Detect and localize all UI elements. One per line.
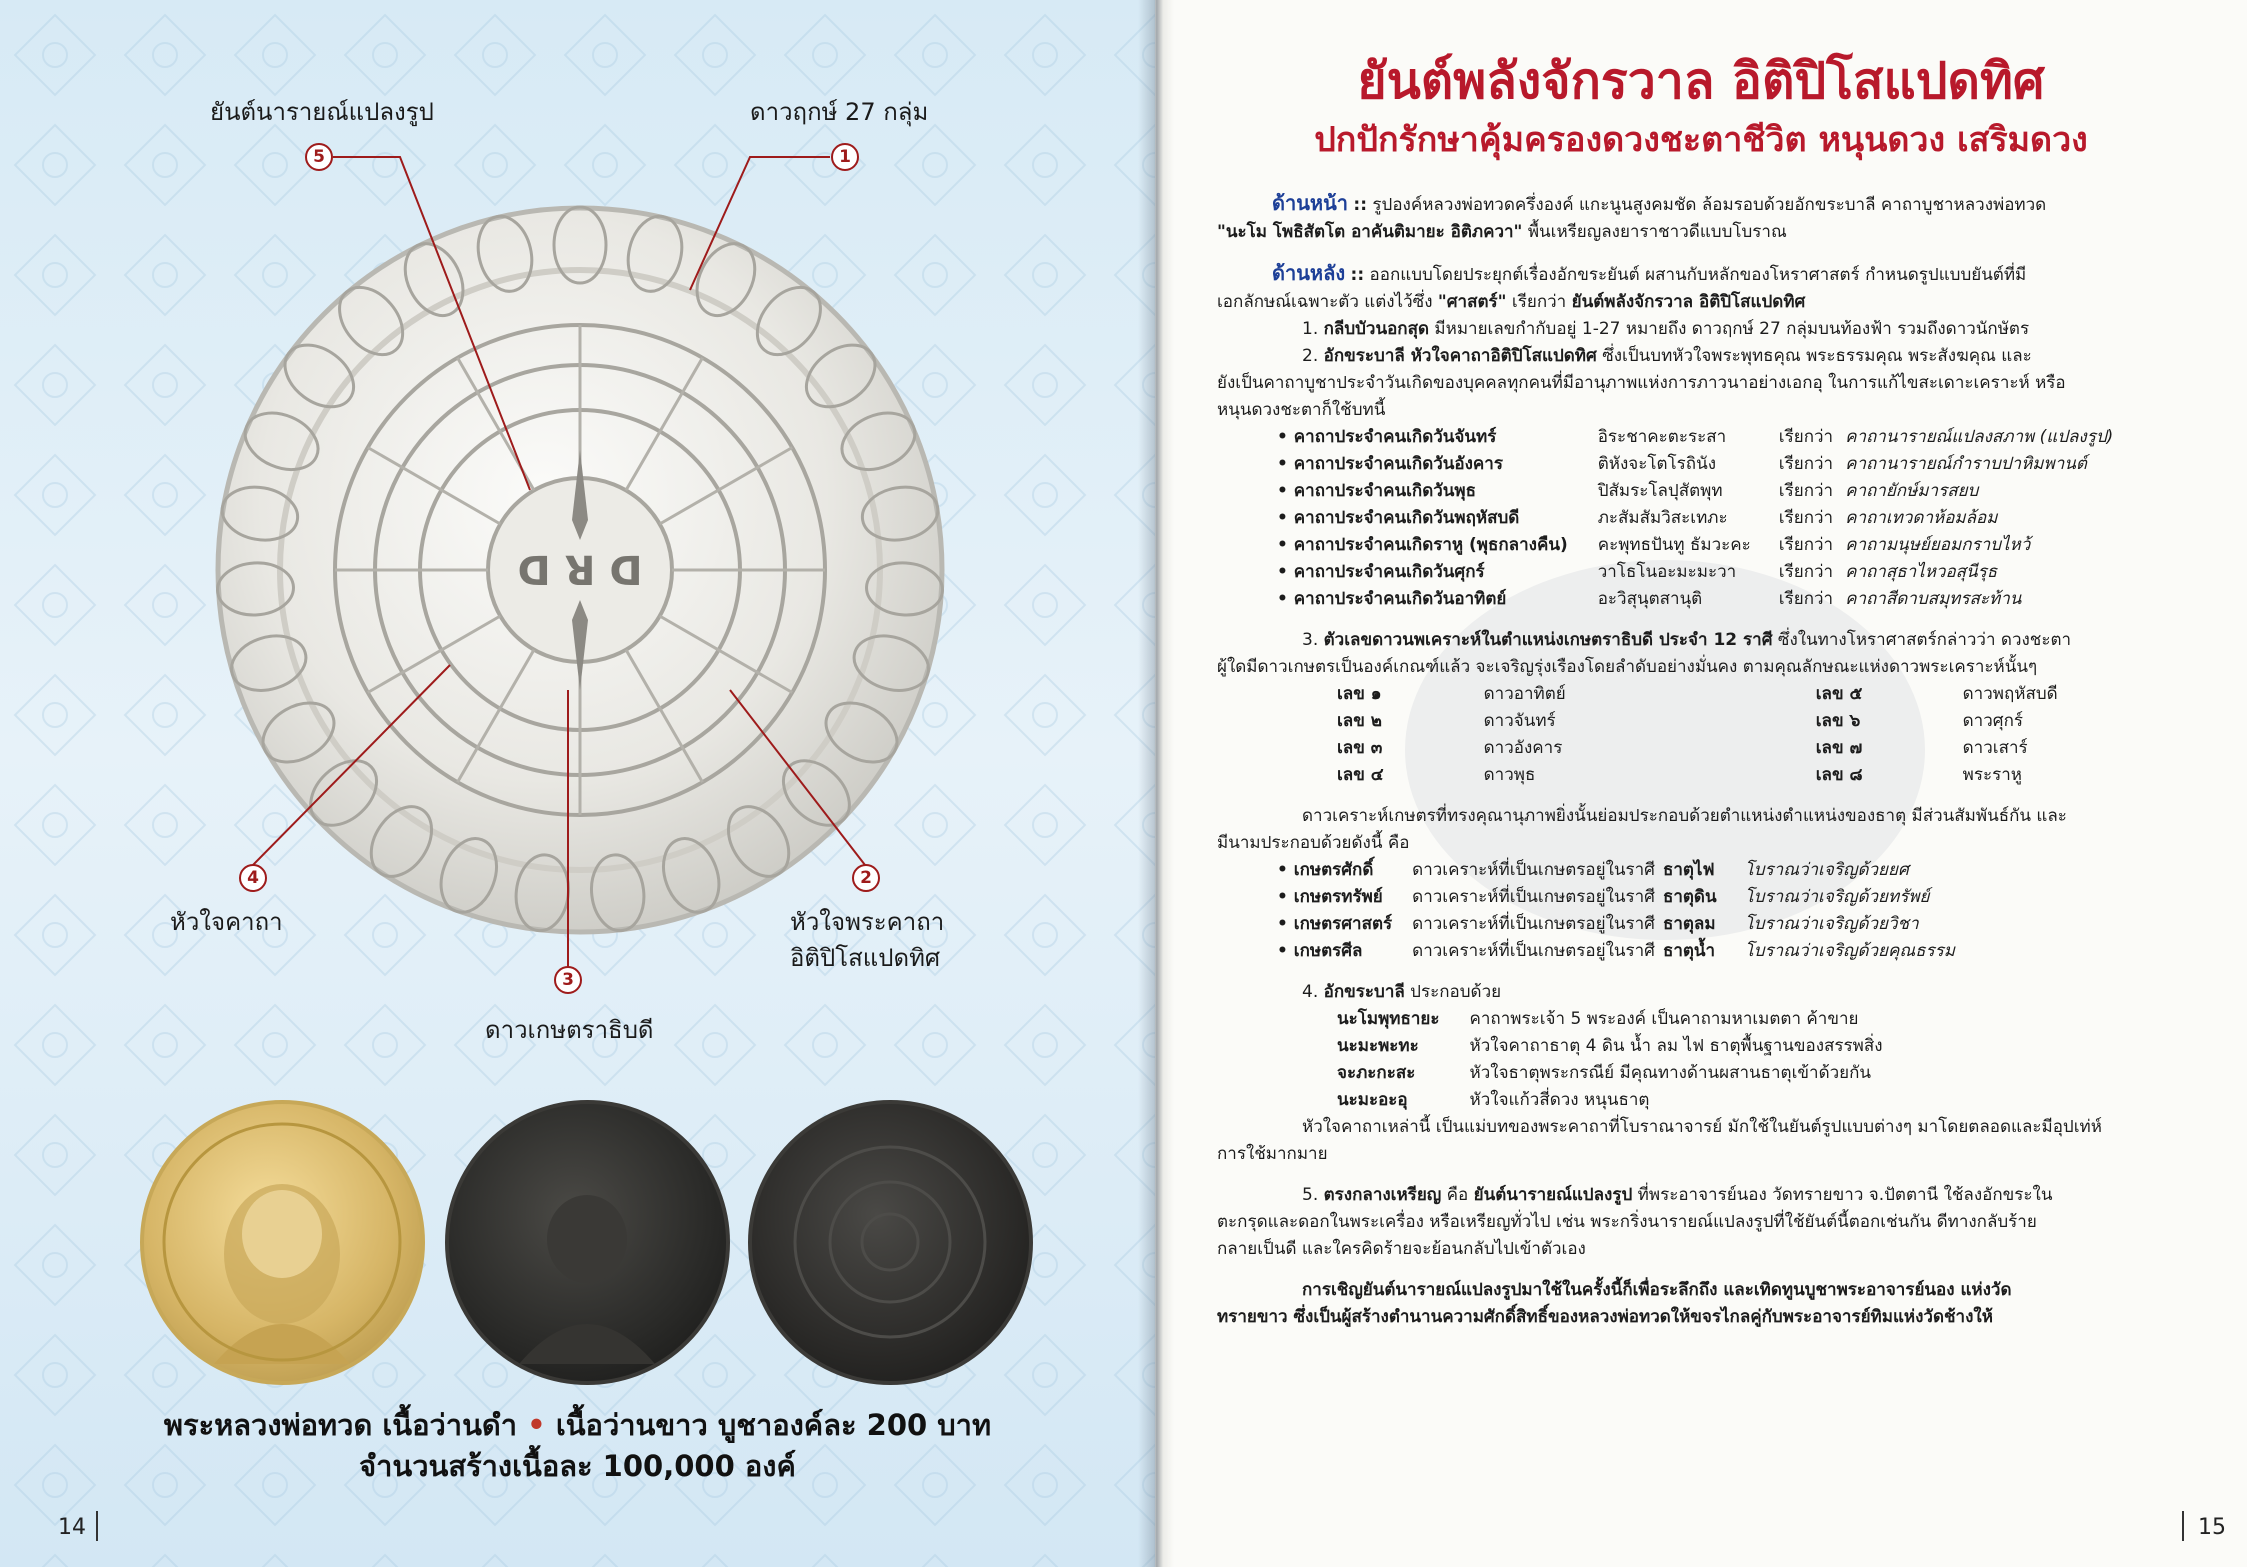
item5-text-b: ที่พระอาจารย์นอง วัดทรายขาว จ.ปัตตานี ใช้ลงอักขระใน xyxy=(1632,1185,2053,1205)
kaset-desc: ดาวเคราะห์ที่เป็นเกษตรอยู่ในราศี xyxy=(1412,914,1655,934)
pali-rows-row xyxy=(1337,1087,1883,1114)
day-label: • คาถาประจำคนเกิดวันจันทร์ xyxy=(1277,427,1497,447)
callout-label-heart-mantra: หัวใจคาถา xyxy=(170,908,283,936)
kaset-rows-row xyxy=(1277,938,1955,965)
item4-bold: อักขระบาลี xyxy=(1323,982,1405,1002)
right-page xyxy=(1155,0,2247,1567)
closing-line1: การเชิญยันต์นารายณ์แปลงรูปมาใช้ในครั้งนี้ก็เพื่อระลึกถึง และเทิดทูนบูชาพระอาจารย์นอง แห่งวัด xyxy=(1302,1280,2012,1300)
back-text-2d: ยันต์พลังจักรวาล อิติปิโสแปดทิศ xyxy=(1571,292,1806,312)
day-label: • คาถาประจำคนเกิดราหู (พุธกลางคืน) xyxy=(1277,535,1568,555)
caption-white-text: เนื้อว่านขาว บูชาองค์ละ 200 บาท xyxy=(555,1408,992,1442)
day-mantra-name: คาถายักษ์มารสยบ xyxy=(1845,481,1979,501)
svg-text:ꓷ ꓤ ꓷ: ꓷ ꓤ ꓷ xyxy=(517,549,643,595)
pali-table xyxy=(1337,1006,1883,1114)
planet-name: พระราหู xyxy=(1962,765,2022,785)
day-rows-row xyxy=(1277,559,2113,586)
kaset-desc: ดาวเคราะห์ที่เป็นเกษตรอยู่ในราศี xyxy=(1412,860,1655,880)
item5-bold-a: ตรงกลางเหรียญ xyxy=(1323,1185,1442,1205)
planet-number: เลข ๖ xyxy=(1815,711,1861,731)
item4-num: 4. xyxy=(1302,982,1319,1002)
front-sep: :: xyxy=(1353,195,1367,215)
kaset-name: • เกษตรทรัพย์ xyxy=(1277,887,1383,907)
page-subtitle: ปกปักรักษาคุ้มครองดวงชะตาชีวิต หนุนดวง เสริมดวง xyxy=(1314,120,2088,160)
front-mantra: "นะโม โพธิสัตโต อาคันติมายะ อิติภควา" xyxy=(1217,222,1523,242)
callout-number-5: 5 xyxy=(305,143,333,171)
item1-text: มีหมายเลขกำกับอยู่ 1-27 หมายถึง ดาวฤกษ์ 27 กลุ่มบนท้องฟ้า รวมถึงดาวนักษัตร xyxy=(1429,319,2030,339)
pali-meaning: หัวใจแก้วสี่ดวง หนุนธาตุ xyxy=(1469,1090,1650,1110)
day-mantra-name: คาถาเทวดาห้อมล้อม xyxy=(1845,508,1998,528)
page-number-right: 15 xyxy=(2198,1515,2226,1540)
callout-label-kaset: ดาวเกษตราธิบดี xyxy=(485,1016,654,1044)
item2-line3: หนุนดวงชะตาก็ใช้บทนี้ xyxy=(1217,400,1386,420)
day-mantra: อะวิสุนุตสานุติ xyxy=(1597,589,1703,609)
day-label: • คาถาประจำคนเกิดวันอังคาร xyxy=(1277,454,1503,474)
item5-text-a: คือ xyxy=(1441,1185,1474,1205)
item3-line2: ผู้ใดมีดาวเกษตรเป็นองค์เกณฑ์แล้ว จะเจริญรุ่งเรืองโดยลำดับอย่างมั่นคง ตามคุณลักษณะแห่งดาวพระเคราะห์นั้นๆ xyxy=(1217,657,2038,677)
item2-bold: อักขระบาลี หัวใจคาถาอิติปิโสแปดทิศ xyxy=(1323,346,1597,366)
day-called: เรียกว่า xyxy=(1778,562,1834,582)
front-text-2: พื้นเหรียญลงยาราชาวดีแบบโบราณ xyxy=(1522,222,1787,242)
kaset-table xyxy=(1277,857,1955,965)
kaset-element: ธาตุน้ำ xyxy=(1662,941,1716,961)
kaset-name: • เกษตรศักดิ์ xyxy=(1277,860,1374,880)
planet-number: เลข ๕ xyxy=(1815,684,1863,704)
back-text-2c: เรียกว่า xyxy=(1506,292,1572,312)
pali-rows-row xyxy=(1337,1060,1883,1087)
coin-caption-line2: จำนวนสร้างเนื้อละ 100,000 องค์ xyxy=(359,1449,796,1483)
item4-after-2: การใช้มากมาย xyxy=(1217,1144,1328,1164)
item4-text: ประกอบด้วย xyxy=(1404,982,1502,1002)
page-number-divider-right xyxy=(2182,1511,2184,1541)
planet-number: เลข ๔ xyxy=(1337,765,1384,785)
item5-line3: กลายเป็นดี และใครคิดร้ายจะย้อนกลับไปเข้าตัวเอง xyxy=(1217,1239,1586,1259)
day-mantra-table xyxy=(1277,424,2113,613)
callout-label-stars: ดาวฤกษ์ 27 กลุ่ม xyxy=(750,98,929,126)
kaset-element: ธาตุลม xyxy=(1662,914,1716,934)
coin-caption-line1 xyxy=(0,1402,1155,1448)
kaset-meaning: โบราณว่าเจริญด้วยวิชา xyxy=(1744,914,1919,934)
kaset-intro-2: มีนามประกอบด้วยดังนี้ คือ xyxy=(1217,833,1410,853)
page-number-divider-left xyxy=(96,1511,98,1541)
day-called: เรียกว่า xyxy=(1778,508,1834,528)
item4-after-1: หัวใจคาถาเหล่านี้ เป็นแม่บทของพระคาถาที่โบราณาจารย์ มักใช้ในยันต์รูปแบบต่างๆ มาโดยตลอดและมีอุปเท่ห์ xyxy=(1302,1117,2102,1137)
kaset-meaning: โบราณว่าเจริญด้วยยศ xyxy=(1744,860,1909,880)
item1-bold: กลีบบัวนอกสุด xyxy=(1323,319,1430,339)
kaset-name: • เกษตรศาสตร์ xyxy=(1277,914,1393,934)
planet-rows-row xyxy=(1337,735,2058,762)
page-number-left: 14 xyxy=(58,1515,86,1540)
pali-meaning: หัวใจธาตุพระกรณีย์ มีคุณทางด้านผสานธาตุเข้าด้วยกัน xyxy=(1469,1063,1872,1083)
item5-bold-b: ยันต์นารายณ์แปลงรูป xyxy=(1473,1185,1633,1205)
coin-black-front-image xyxy=(445,1100,730,1385)
pali-rows-row xyxy=(1337,1033,1883,1060)
day-mantra: ติหังจะโตโรถินัง xyxy=(1597,454,1717,474)
planet-rows-row xyxy=(1337,762,2058,789)
planet-number: เลข ๘ xyxy=(1815,765,1863,785)
kaset-rows-row xyxy=(1277,884,1955,911)
kaset-meaning: โบราณว่าเจริญด้วยคุณธรรม xyxy=(1744,941,1955,961)
back-sep: :: xyxy=(1350,265,1365,285)
item3-text: ซึ่งในทางโหราศาสตร์กล่าวว่า ดวงชะตา xyxy=(1772,630,2072,650)
planet-name: ดาวเสาร์ xyxy=(1962,738,2028,758)
pali-word: นะโมพุทธายะ xyxy=(1337,1009,1440,1029)
planet-name: ดาวพฤหัสบดี xyxy=(1962,684,2058,704)
kaset-desc: ดาวเคราะห์ที่เป็นเกษตรอยู่ในราศี xyxy=(1412,887,1655,907)
planet-name: ดาวศุกร์ xyxy=(1962,711,2023,731)
kaset-desc: ดาวเคราะห์ที่เป็นเกษตรอยู่ในราศี xyxy=(1412,941,1655,961)
day-mantra: ปิสัมระโลปุสัตพุท xyxy=(1597,481,1723,501)
day-mantra-name: คาถามนุษย์ยอมกราบไหว้ xyxy=(1845,535,2031,555)
day-rows-row xyxy=(1277,586,2113,613)
callout-number-1: 1 xyxy=(831,143,859,171)
caption-black-text: พระหลวงพ่อทวด เนื้อว่านดำ xyxy=(163,1408,518,1442)
item2-line2: ยังเป็นคาถาบูชาประจำวันเกิดของบุคคลทุกคนที่มีอานุภาพแห่งการภาวนาอย่างเอกอุ ในการแก้ไขสะเดาะเคราะห์ หรือ xyxy=(1217,373,2066,393)
pali-meaning: หัวใจคาถาธาตุ 4 ดิน น้ำ ลม ไฟ ธาตุพื้นฐานของสรรพสิ่ง xyxy=(1469,1036,1883,1056)
article-body xyxy=(1217,190,2217,1331)
day-mantra: วาโธโนอะมะมะวา xyxy=(1597,562,1737,582)
front-text-1: รูปองค์หลวงพ่อทวดครึ่งองค์ แกะนูนสูงคมชัด ล้อมรอบด้วยอักขระบาลี คาถาบูชาหลวงพ่อทวด xyxy=(1372,195,2047,215)
item3-bold: ตัวเลขดาวนพเคราะห์ในตำแหน่งเกษตราธิบดี ประจำ 12 ราศี xyxy=(1323,630,1773,650)
day-rows-row xyxy=(1277,451,2113,478)
pali-word: จะภะกะสะ xyxy=(1337,1063,1416,1083)
item3-num: 3. xyxy=(1302,630,1319,650)
day-label: • คาถาประจำคนเกิดวันอาทิตย์ xyxy=(1277,589,1507,609)
day-rows-row xyxy=(1277,532,2113,559)
planet-name: ดาวจันทร์ xyxy=(1483,711,1556,731)
day-called: เรียกว่า xyxy=(1778,535,1834,555)
planet-number: เลข ๑ xyxy=(1337,684,1382,704)
day-called: เรียกว่า xyxy=(1778,454,1834,474)
day-label: • คาถาประจำคนเกิดวันพุธ xyxy=(1277,481,1476,501)
day-called: เรียกว่า xyxy=(1778,589,1834,609)
day-mantra-name: คาถาสีดาบสมุทรสะท้าน xyxy=(1845,589,2022,609)
callout-number-4: 4 xyxy=(239,864,267,892)
item5-num: 5. xyxy=(1302,1185,1319,1205)
planet-name: ดาวอังคาร xyxy=(1483,738,1563,758)
kaset-element: ธาตุดิน xyxy=(1662,887,1717,907)
item1-num: 1. xyxy=(1302,319,1319,339)
kaset-name: • เกษตรศีล xyxy=(1277,941,1363,961)
kaset-meaning: โบราณว่าเจริญด้วยทรัพย์ xyxy=(1744,887,1930,907)
planet-rows-row xyxy=(1337,708,2058,735)
day-label: • คาถาประจำคนเกิดวันพฤหัสบดี xyxy=(1277,508,1520,528)
kaset-rows-row xyxy=(1277,857,1955,884)
planet-name: ดาวพุธ xyxy=(1483,765,1536,785)
back-text-2b: "ศาสตร์" xyxy=(1437,292,1507,312)
pali-word: นะมะอะอุ xyxy=(1337,1090,1408,1110)
caption-bullet: • xyxy=(527,1408,546,1442)
kaset-rows-row xyxy=(1277,911,1955,938)
day-mantra: ภะสัมสัมวิสะเทภะ xyxy=(1597,508,1728,528)
day-called: เรียกว่า xyxy=(1778,481,1834,501)
day-mantra-name: คาถานารายณ์กำราบปาหิมพานต์ xyxy=(1845,454,2087,474)
item2-num: 2. xyxy=(1302,346,1319,366)
kaset-element: ธาตุไฟ xyxy=(1662,860,1715,880)
day-mantra: คะพุทธปันทู ธัมวะคะ xyxy=(1597,535,1751,555)
day-rows-row xyxy=(1277,478,2113,505)
planet-name: ดาวอาทิตย์ xyxy=(1483,684,1566,704)
kaset-intro-1: ดาวเคราะห์เกษตรที่ทรงคุณานุภาพยิ่งนั้นย่อมประกอบด้วยตำแหน่งตำแหน่งของธาตุ มีส่วนสัมพันธ์กัน และ xyxy=(1302,806,2067,826)
coin-black-back-image xyxy=(748,1100,1033,1385)
callout-label-iti-line1: หัวใจพระคาถา xyxy=(790,908,945,936)
book-gutter xyxy=(1138,0,1174,1567)
closing-line2: ทรายขาว ซึ่งเป็นผู้สร้างตำนานความศักดิ์สิทธิ์ของหลวงพ่อทวดให้ขจรไกลคู่กับพระอาจารย์ทิมแห่งวัดช้างให้ xyxy=(1217,1307,1993,1327)
day-called: เรียกว่า xyxy=(1778,427,1834,447)
front-heading: ด้านหน้า xyxy=(1272,191,1348,215)
day-rows-row xyxy=(1277,424,2113,451)
planet-number: เลข ๗ xyxy=(1815,738,1863,758)
pali-meaning: คาถาพระเจ้า 5 พระองค์ เป็นคาถามหาเมตตา ค้าขาย xyxy=(1469,1009,1859,1029)
callout-label-narai: ยันต์นารายณ์แปลงรูป xyxy=(210,98,434,126)
planet-number: เลข ๓ xyxy=(1337,738,1383,758)
back-heading: ด้านหลัง xyxy=(1272,261,1346,285)
planet-rows-row xyxy=(1337,681,2058,708)
planet-number-table xyxy=(1337,681,2058,789)
page-title: ยันต์พลังจักรวาล อิติปิโสแปดทิศ xyxy=(1357,51,2045,110)
back-text-2a: เอกลักษณ์เฉพาะตัว แต่งไว้ซึ่ง xyxy=(1217,292,1438,312)
day-rows-row xyxy=(1277,505,2113,532)
pali-rows-row xyxy=(1337,1006,1883,1033)
back-text-1: ออกแบบโดยประยุกต์เรื่องอักขระยันต์ ผสานกับหลักของโหราศาสตร์ กำหนดรูปแบบยันต์ที่มี xyxy=(1369,265,2027,285)
day-label: • คาถาประจำคนเกิดวันศุกร์ xyxy=(1277,562,1485,582)
planet-number: เลข ๒ xyxy=(1337,711,1382,731)
callout-label-iti-line2: อิติปิโสแปดทิศ xyxy=(790,944,941,972)
item2-text: ซึ่งเป็นบทหัวใจพระพุทธคุณ พระธรรมคุณ พระสังฆคุณ และ xyxy=(1596,346,2032,366)
item5-line2: ตะกรุดและดอกในพระเครื่อง หรือเหรียญทั่วไป เช่น พระกริ่งนารายณ์แปลงรูปที่ใช้ยันต์นี้ตอกเช่นกัน ดีทางกลับร้าย xyxy=(1217,1212,2037,1232)
day-mantra-name: คาถานารายณ์แปลงสภาพ (แปลงรูป) xyxy=(1845,427,2114,447)
callout-number-2: 2 xyxy=(852,864,880,892)
pali-word: นะมะพะทะ xyxy=(1337,1036,1419,1056)
day-mantra-name: คาถาสุธาไหวอสุนีรุธ xyxy=(1845,562,1998,582)
callout-number-3: 3 xyxy=(554,966,582,994)
day-mantra: อิระชาคะตะระสา xyxy=(1597,427,1727,447)
coin-white-front-image xyxy=(140,1100,425,1385)
